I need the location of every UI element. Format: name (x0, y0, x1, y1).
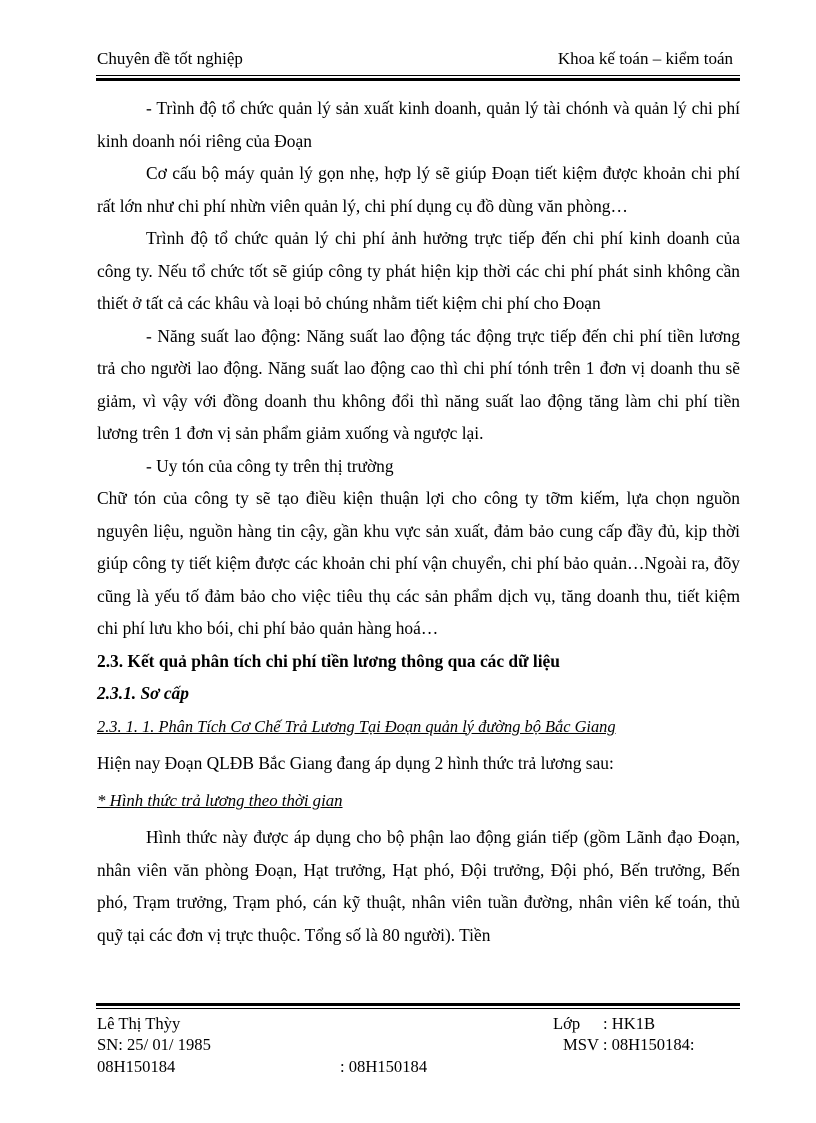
paragraph: Cơ cấu bộ máy quản lý gọn nhẹ, hợp lý sẽ giúp Đoạn tiết kiệm được khoản chi phí rất lớn như chi phí nhừn viên quản lý, chi phí dụng cụ đồ dùng văn phòng… (97, 163, 740, 216)
section-heading: 2.3. Kết quả phân tích chi phí tiền lương thông qua các dữ liệu (97, 650, 560, 671)
paragraph: Chữ tón của công ty sẽ tạo điều kiện thuận lợi cho công ty tỡm kiếm, lựa chọn nguồn nguyên liệu, nguồn hàng tin cậy, gần khu vực sản xuất, đảm bảo cung cấp đầy đủ, kịp thời giúp công ty tiết kiệm được các khoản chi phí vận chuyển, chi phí bảo quản…Ngoài ra, đõy cũng là yếu tố đảm bảo cho việc tiêu thụ các sản phẩm dịch vụ, tăng doanh thu, tiết kiệm chi phí lưu kho bói, chi phí bảo quản hàng hoá… (97, 488, 740, 638)
footer-class-value: : HK1B (603, 1014, 656, 1033)
subsubsection-heading: 2.3. 1. 1. Phân Tích Cơ Chế Trả Lương Tại Đoạn quản lý đường bộ Bắc Giang (97, 716, 616, 736)
subsection-heading: 2.3.1. Sơ cấp (97, 683, 189, 703)
footer-msv: MSV : 08H150184: (563, 1035, 695, 1054)
footer-dob: SN: 25/ 01/ 1985 (97, 1035, 211, 1054)
paragraph: - Uy tón của công ty trên thị trường (146, 455, 394, 476)
paragraph: Hình thức này được áp dụng cho bộ phận lao động gián tiếp (gồm Lãnh đạo Đoạn, nhân viên văn phòng Đoạn, Hạt trưởng, Hạt phó, Đội trưởng, Đội phó, Bến trưởng, Bến phó, Trạm trưởng, Trạm phó, cán kỹ thuật, nhân viên tuần đường, nhân viên kế toán, thủ quỹ tại các đơn vị trực thuộc. Tổng số là 80 người). Tiền (97, 827, 740, 945)
header-right: Khoa kế toán – kiểm toán (557, 49, 733, 68)
paragraph: Hiện nay Đoạn QLĐB Bắc Giang đang áp dụng 2 hình thức trả lương sau: (97, 753, 614, 773)
footer-code: 08H150184 (97, 1057, 176, 1076)
header-rule-thick (96, 78, 740, 81)
document-body (97, 92, 740, 951)
header-rule-thin (96, 75, 740, 76)
footer-class-label: Lớp (553, 1014, 581, 1033)
paragraph: Trình độ tổ chức quản lý chi phí ảnh hưởng trực tiếp đến chi phí kinh doanh của công ty. Nếu tổ chức tốt sẽ giúp công ty phát hiện kịp thời các chi phí phát sinh không cần thiết ở tất cả các khâu và loại bỏ chúng nhằm tiết kiệm chi phí cho Đoạn (97, 228, 740, 313)
paragraph: - Năng suất lao động: Năng suất lao động tác động trực tiếp đến chi phí tiền lương trả cho người lao động. Năng suất lao động cao thì chi phí tónh trên 1 đơn vị doanh thu sẽ giảm, vì vậy với đồng doanh thu không đổi thì năng suất lao động tăng làm chi phí tiền lương trên 1 đơn vị sản phẩm giảm xuống và ngược lại. (97, 325, 740, 443)
footer-rule-thin (96, 1008, 740, 1009)
footer-name: Lê Thị Thỳy (97, 1014, 181, 1033)
header-left: Chuyên đề tốt nghiệp (97, 49, 243, 68)
footer-code-2: : 08H150184 (340, 1057, 428, 1076)
method-heading: * Hình thức trả lương theo thời gian (97, 790, 343, 810)
footer-rule-thick (96, 1003, 740, 1006)
paragraph: - Trình độ tổ chức quản lý sản xuất kinh doanh, quản lý tài chónh và quản lý chi phí kinh doanh nói riêng của Đoạn (97, 98, 740, 151)
